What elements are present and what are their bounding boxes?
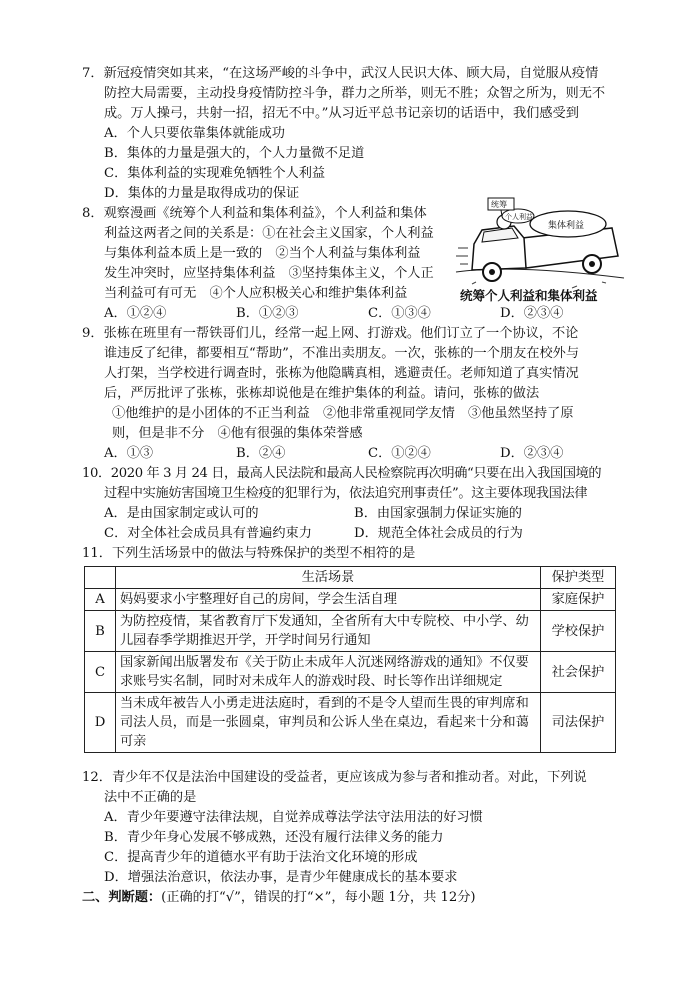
q9-option-a: A．①③ — [104, 446, 154, 461]
row-scene: 当未成年被告人小勇走进法庭时，看到的不是令人望而生畏的审判席和司法人员，而是一张圆桌，审判员和公诉人坐在桌边，看起来十分和蔼可亲 — [116, 693, 541, 753]
q7-option-d: D．集体的力量是取得成功的保证 — [104, 186, 300, 201]
row-type: 司法保护 — [541, 693, 616, 753]
section-2-heading — [82, 888, 614, 908]
q8-option-a: A．①②④ — [104, 306, 167, 321]
q10-stem-line: 过程中实施妨害国境卫生检疫的犯罪行为，依法追究刑事责任”。这主要体现我国法律 — [104, 486, 588, 501]
q8-stem-line: 与集体利益本质上是一致的 ②当个人利益与集体利益 — [104, 246, 421, 261]
q8-stem-line: 利益这两者之间的关系是：①在社会主义国家，个人利益 — [104, 226, 434, 241]
row-key: C — [85, 652, 116, 693]
q9-stem-line: 人打架，当学校进行调查时，张栋为他隐瞒真相，逃避责任。老师知道了真实情况 — [104, 366, 579, 381]
table-header-type: 保护类型 — [541, 567, 616, 589]
row-key: D — [85, 693, 116, 753]
table-row — [85, 652, 616, 693]
table-header-row — [85, 567, 616, 589]
table-row — [85, 693, 616, 753]
row-scene: 为防控疫情，某省教育厅下发通知，全省所有大中专院校、中小学、幼儿园春季学期推迟开学，开学时间另行通知 — [116, 611, 541, 652]
cartoon-truck-label: 集体利益 — [548, 221, 585, 231]
q9-stem-line: 则，但是非不分 ④他有很强的集体荣誉感 — [112, 426, 363, 441]
q9-option-c: C．①②④ — [368, 446, 431, 461]
q7-option-a: A．个人只要依靠集体就能成功 — [104, 126, 285, 141]
q8-stem-line: 8．观察漫画《统筹个人利益和集体利益》，个人利益和集体 — [82, 206, 427, 221]
q7-stem-line: 成。万人操弓，共射一招，招无不中。”从习近平总书记亲切的话语中，我们感受到 — [104, 106, 579, 121]
table-header-cell — [85, 567, 116, 589]
q9-stem-line: 后，严厉批评了张栋，张栋却说他是在维护集体的利益。请问，张栋的做法 — [104, 386, 540, 401]
q8-options — [82, 304, 614, 324]
q12-stem-line: 12．青少年不仅是法治中国建设的受益者，更应该成为参与者和推动者。对此，下列说 — [82, 770, 587, 785]
q10-option-d: D．规范全体社会成员的行为 — [354, 526, 523, 541]
q11-stem: 11．下列生活场景中的做法与特殊保护的类型不相符的是 — [82, 546, 416, 561]
q7-stem-line: 防控大局需要，主动投身疫情防控斗争，群力之所举，则无不胜；众智之所为，则无不 — [104, 86, 606, 101]
question-9 — [82, 324, 614, 444]
section-2-line — [82, 888, 614, 908]
q7-option-c: C．集体利益的实现难免牺牲个人利益 — [104, 166, 326, 181]
q9-stem-line: 谁违反了纪律，都要相互“帮助”，不准出卖朋友。一次，张栋的一个朋友在校外与 — [104, 346, 580, 361]
q10-option-c: C．对全体社会成员具有普遍约束力 — [104, 526, 312, 541]
q8-option-c: C．①③④ — [368, 306, 431, 321]
table-row — [85, 589, 616, 611]
question-10 — [82, 464, 614, 544]
question-7 — [82, 64, 614, 204]
q12-option-c: C．提高青少年的道德水平有助于法治文化环境的形成 — [104, 850, 418, 865]
cartoon-caption: 统筹个人利益和集体利益 — [460, 288, 598, 303]
q10-option-a: A．是由国家制定或认可的 — [104, 506, 259, 521]
q9-options — [82, 444, 614, 464]
table-row — [85, 611, 616, 652]
q9-option-b: B．②④ — [236, 446, 286, 461]
section-2-title: 二、判断题： — [82, 890, 162, 905]
section-2-note: (正确的打“√”，错误的打“×”，每小题 1分，共 12分) — [161, 890, 476, 905]
q10-options-row2 — [82, 524, 614, 544]
row-type: 家庭保护 — [541, 589, 616, 611]
row-key: A — [85, 589, 116, 611]
question-12 — [82, 768, 614, 888]
q8-option-b: B．①②③ — [236, 306, 299, 321]
row-key: B — [85, 611, 116, 652]
q12-option-b: B．青少年身心发展不够成熟，还没有履行法律义务的能力 — [104, 830, 444, 845]
q10-options-row1 — [82, 504, 614, 524]
row-scene: 妈妈要求小宇整理好自己的房间，学会生活自理 — [116, 589, 541, 611]
table-header-scene: 生活场景 — [116, 567, 541, 589]
row-type: 社会保护 — [541, 652, 616, 693]
q12-option-a: A．青少年要遵守法律法规，自觉养成尊法学法守法用法的好习惯 — [104, 810, 483, 825]
q10-stem-line: 10．2020 年 3 月 24 日，最高人民法院和最高人民检察院再次明确“只要在出入我国国境的 — [82, 466, 602, 481]
cartoon-sack-label: 个人利益 — [505, 213, 533, 221]
q8-stem-line: 发生冲突时，应坚持集体利益 ③坚持集体主义，个人正 — [104, 266, 434, 281]
q8-stem-line: 当利益可有可无 ④个人应积极关心和维护集体利益 — [104, 286, 408, 301]
q9-stem-line: ①他维护的是小团体的不正当利益 ②他非常重视同学友情 ③他虽然坚持了原 — [112, 406, 574, 421]
question-11 — [82, 544, 614, 564]
q8-option-d: D．②③④ — [500, 306, 564, 321]
cartoon-sign-label: 统筹 — [491, 200, 507, 209]
row-type: 学校保护 — [541, 611, 616, 652]
q12-stem-line: 法中不正确的是 — [104, 790, 197, 805]
question-8 — [82, 204, 452, 304]
q9-option-d: D．②③④ — [500, 446, 564, 461]
q10-option-b: B．由国家强制力保证实施的 — [354, 506, 522, 521]
q9-stem-line: 9．张栋在班里有一帮铁哥们儿，经常一起上网、打游戏。他们订立了一个协议，不论 — [82, 326, 579, 341]
q7-stem-line: 7．新冠疫情突如其来，“在这场严峻的斗争中，武汉人民识大体、顾大局，自觉服从疫情 — [82, 66, 599, 81]
row-scene: 国家新闻出版署发布《关于防止未成年人沉迷网络游戏的通知》不仅要求账号实名制，同时对未成年人的游戏时段、时长等作出详细规定 — [116, 652, 541, 693]
q7-option-b: B．集体的力量是强大的，个人力量微不足道 — [104, 146, 365, 161]
q11-table — [84, 566, 616, 753]
q12-option-d: D．增强法治意识，依法办事，是青少年健康成长的基本要求 — [104, 870, 458, 885]
